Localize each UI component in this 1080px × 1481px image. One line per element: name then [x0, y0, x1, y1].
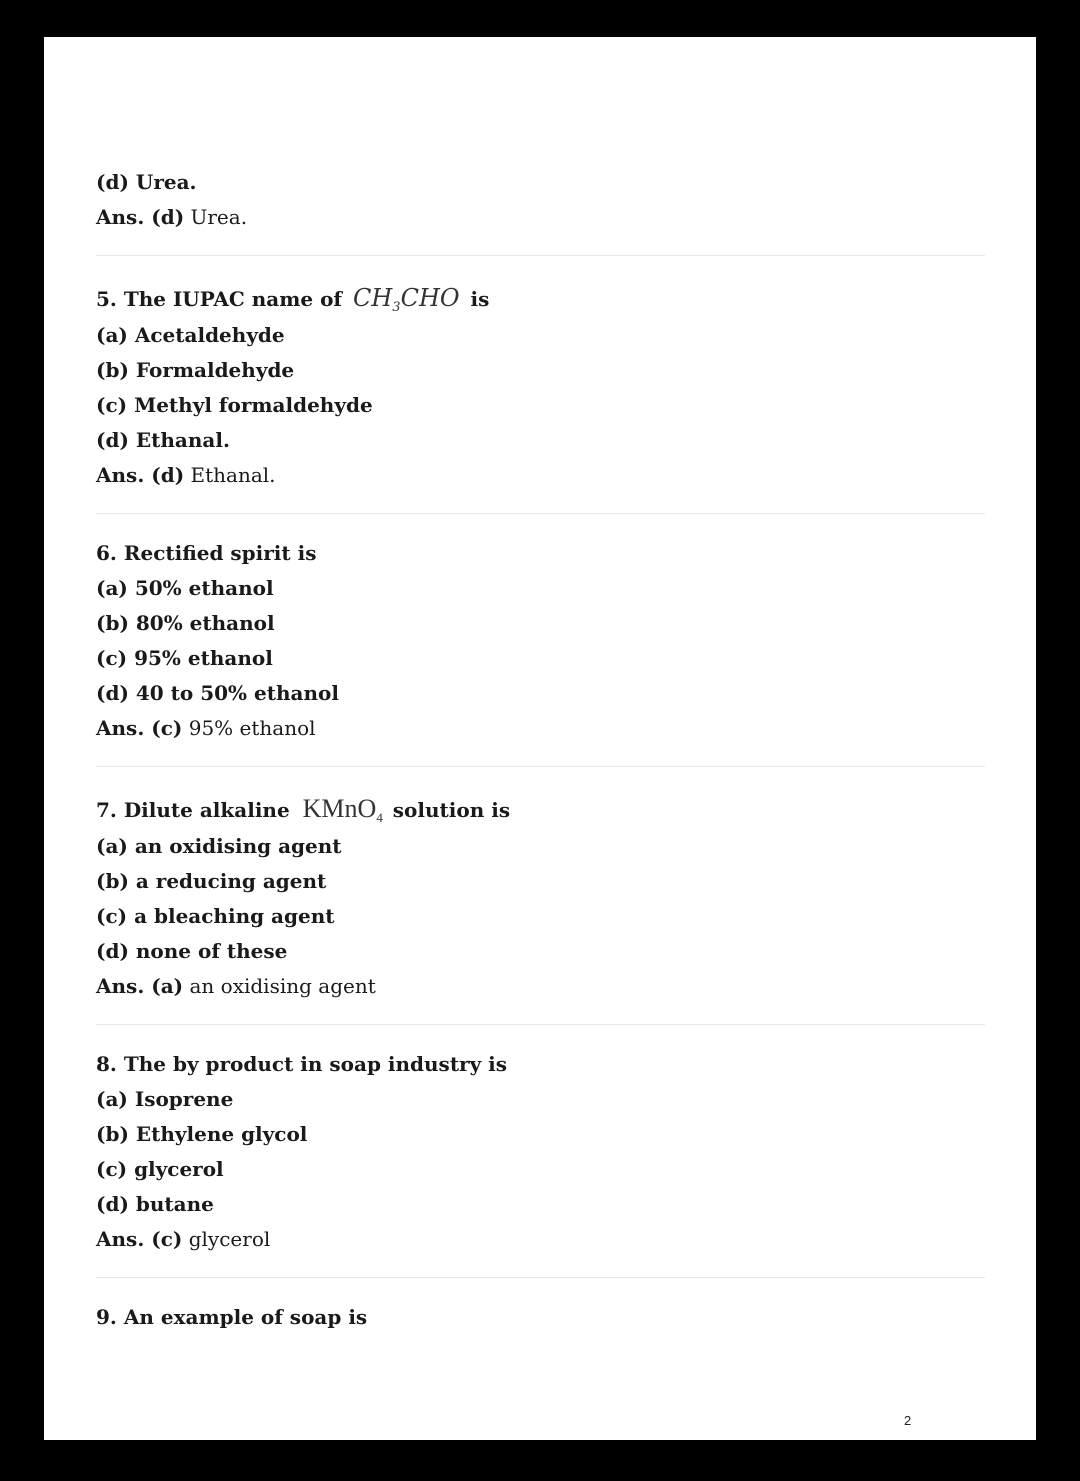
- option-a: (a) Acetaldehyde: [96, 323, 285, 347]
- question-9: 9. An example of soap is: [96, 1305, 368, 1329]
- option-a: (a) Isoprene: [96, 1087, 234, 1111]
- answer-text: Ethanal.: [190, 463, 276, 487]
- option-b: (b) 80% ethanol: [96, 611, 275, 635]
- question-6: 6. Rectified spirit is: [96, 541, 317, 565]
- option-c: (c) Methyl formaldehyde: [96, 393, 373, 417]
- option-d: (d) 40 to 50% ethanol: [96, 681, 339, 705]
- answer-text: Urea.: [190, 205, 248, 229]
- divider: [96, 513, 985, 514]
- divider: [96, 1024, 985, 1025]
- question-list: [96, 165, 985, 1335]
- option-b: (b) Ethylene glycol: [96, 1122, 308, 1146]
- option-d: (d) butane: [96, 1192, 214, 1216]
- option-b: (b) a reducing agent: [96, 869, 327, 893]
- divider: [96, 766, 985, 767]
- answer-line: [96, 1222, 985, 1257]
- question-suffix: is: [470, 287, 490, 311]
- option-c: (c) a bleaching agent: [96, 904, 335, 928]
- option-d: (d) Urea.: [96, 170, 197, 194]
- question-8: 8. The by product in soap industry is: [96, 1052, 508, 1076]
- answer-label: Ans. (d): [96, 205, 185, 229]
- answer-text: an oxidising agent: [189, 974, 376, 998]
- formula: $CH_3CHO$: [353, 284, 460, 315]
- question-5: [96, 278, 985, 318]
- option-b: (b) Formaldehyde: [96, 358, 295, 382]
- answer-label: Ans. (d): [96, 463, 185, 487]
- answer-label: Ans. (c): [96, 716, 183, 740]
- answer-label: Ans. (a): [96, 974, 184, 998]
- question-text: 5. The IUPAC name of: [96, 287, 343, 311]
- page-number: 2: [904, 1413, 912, 1428]
- divider: [96, 1277, 985, 1278]
- answer-line: [96, 969, 985, 1004]
- answer-line: [96, 200, 985, 235]
- formula: KMnO$_4$: [302, 794, 383, 825]
- divider: [96, 255, 985, 256]
- option-a: (a) 50% ethanol: [96, 576, 274, 600]
- option-a: (a) an oxidising agent: [96, 834, 342, 858]
- option-d: (d) Ethanal.: [96, 428, 230, 452]
- answer-text: glycerol: [188, 1227, 271, 1251]
- option-c: (c) glycerol: [96, 1157, 224, 1181]
- answer-label: Ans. (c): [96, 1227, 183, 1251]
- question-7: [96, 789, 985, 829]
- answer-line: [96, 711, 985, 746]
- question-text: 7. Dilute alkaline: [96, 798, 290, 822]
- question-suffix: solution is: [392, 798, 511, 822]
- option-d: (d) none of these: [96, 939, 288, 963]
- document-page: [44, 37, 1036, 1440]
- answer-line: [96, 458, 985, 493]
- answer-text: 95% ethanol: [188, 716, 316, 740]
- option-c: (c) 95% ethanol: [96, 646, 273, 670]
